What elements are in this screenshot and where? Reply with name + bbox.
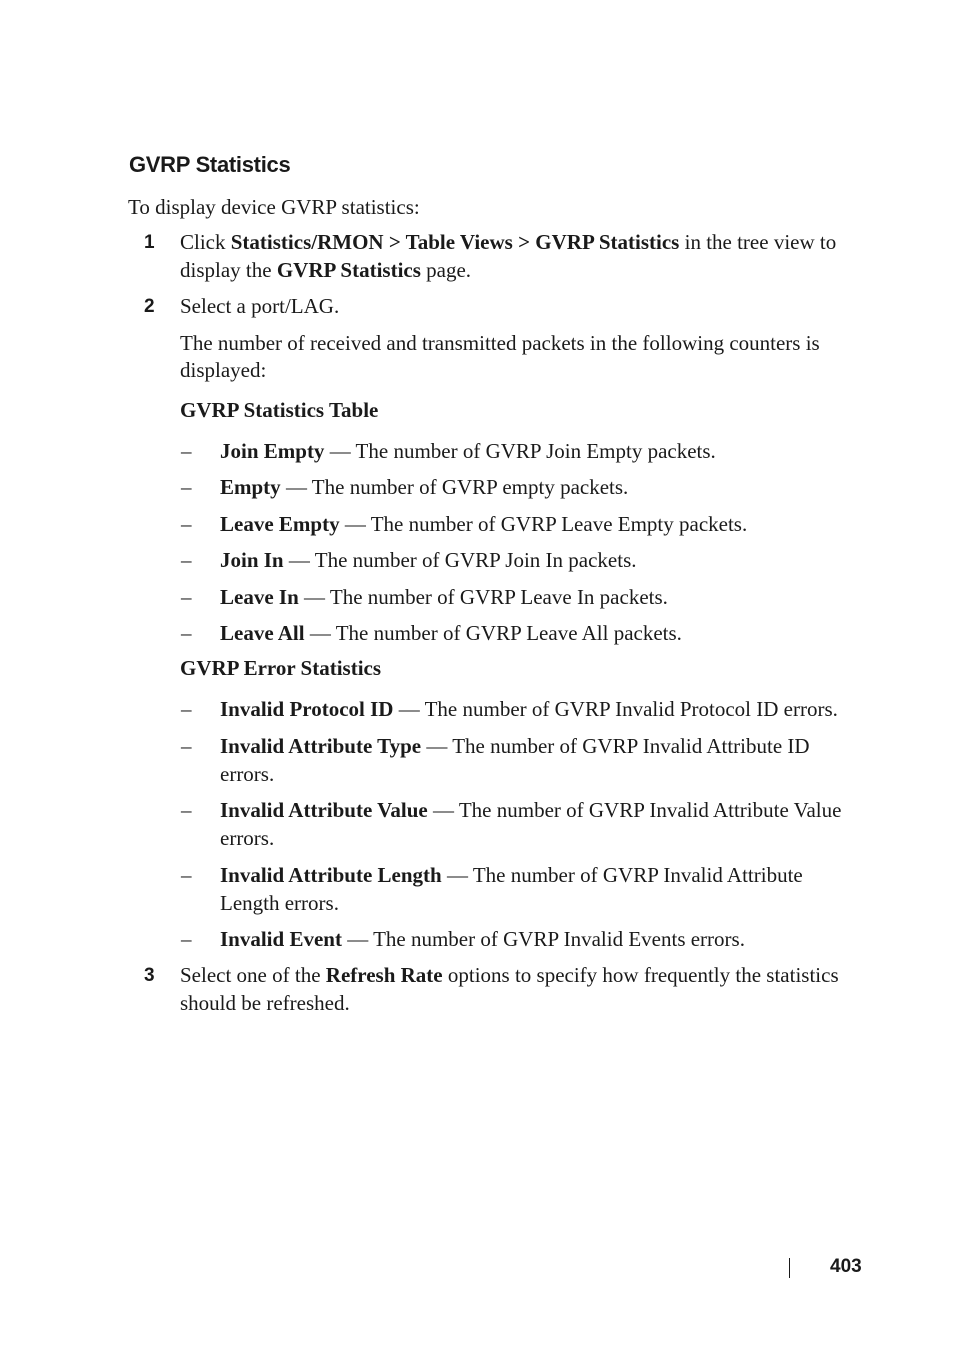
- step-2: [142, 293, 858, 953]
- list-item: [180, 732, 858, 788]
- dash-marker: –: [181, 697, 192, 721]
- dash-marker: –: [181, 621, 192, 645]
- page-name: GVRP Statistics: [276, 257, 421, 282]
- dash-marker: –: [181, 548, 192, 572]
- error-list: [180, 695, 858, 953]
- description: — The number of GVRP Invalid Attribute Length errors.: [220, 862, 803, 915]
- list-item: [180, 473, 858, 501]
- term: Invalid Attribute Length: [220, 862, 442, 887]
- step-1: [142, 229, 858, 284]
- dash-marker: –: [181, 511, 192, 536]
- term: Invalid Attribute Type: [220, 733, 422, 758]
- intro-text: To display device GVRP statistics:: [128, 195, 420, 219]
- term: Leave All: [220, 621, 305, 645]
- term: Invalid Event: [220, 927, 342, 951]
- term: Join Empty: [220, 438, 325, 463]
- dash-marker: –: [181, 584, 192, 609]
- description: — The number of GVRP Leave In packets.: [298, 584, 668, 609]
- list-item: [180, 546, 858, 574]
- term: Join In: [220, 548, 284, 572]
- step-text: [180, 962, 858, 1017]
- description: — The number of GVRP Invalid Attribute ID errors.: [220, 733, 810, 786]
- dash-marker: –: [181, 438, 192, 463]
- option-name: Refresh Rate: [325, 963, 443, 987]
- term: Empty: [220, 475, 281, 499]
- description: — The number of GVRP Leave Empty packets.: [339, 511, 748, 536]
- dash-marker: –: [181, 475, 192, 499]
- list-item: [180, 796, 858, 852]
- list-item: [180, 925, 858, 953]
- list-item: [180, 583, 858, 611]
- counter-list: [180, 437, 858, 648]
- step-text: [180, 229, 858, 284]
- step-number: 2: [144, 296, 155, 317]
- subsection-title: GVRP Error Statistics: [180, 656, 382, 680]
- description: — The number of GVRP empty packets.: [280, 475, 629, 499]
- step-number: 3: [144, 965, 155, 986]
- subsection-title: GVRP Statistics Table: [180, 397, 379, 422]
- list-item: [180, 695, 858, 723]
- step-text-part: page.: [420, 257, 472, 282]
- step-text-part: Select one of the: [180, 963, 326, 987]
- footer-divider: [789, 1258, 790, 1278]
- description: — The number of GVRP Invalid Protocol ID errors.: [393, 697, 838, 721]
- dash-marker: –: [181, 862, 192, 887]
- description: — The number of GVRP Invalid Events errors.: [341, 927, 745, 951]
- step-3: [142, 962, 858, 1017]
- menu-path: Statistics/RMON > Table Views > GVRP Statistics: [230, 230, 680, 254]
- list-item: [180, 619, 858, 647]
- description: — The number of GVRP Leave All packets.: [304, 621, 682, 645]
- list-item: [180, 510, 858, 538]
- step-text: Select a port/LAG.: [180, 294, 340, 318]
- step-number: 1: [144, 232, 155, 253]
- description: — The number of GVRP Join In packets.: [283, 548, 637, 572]
- term: Invalid Attribute Value: [220, 798, 428, 822]
- step-text-part: options to specify how frequently the statistics should be refreshed.: [180, 963, 839, 1015]
- term: Leave In: [220, 584, 299, 609]
- page-number: 403: [830, 1256, 862, 1277]
- step-paragraph: The number of received and transmitted packets in the following counters is displayed:: [180, 330, 820, 382]
- section-heading: GVRP Statistics: [129, 152, 291, 177]
- list-item: [180, 437, 858, 465]
- dash-marker: –: [181, 927, 192, 951]
- dash-marker: –: [181, 733, 192, 758]
- list-item: [180, 861, 858, 917]
- term: Invalid Protocol ID: [220, 697, 394, 721]
- procedure: [142, 229, 858, 1017]
- step-text-part: in the tree view to display the: [180, 230, 837, 282]
- step-text-part: Click: [180, 230, 231, 254]
- description: — The number of GVRP Join Empty packets.: [324, 438, 716, 463]
- term: Leave Empty: [220, 511, 340, 536]
- dash-marker: –: [181, 798, 192, 822]
- description: — The number of GVRP Invalid Attribute Value errors.: [220, 798, 842, 850]
